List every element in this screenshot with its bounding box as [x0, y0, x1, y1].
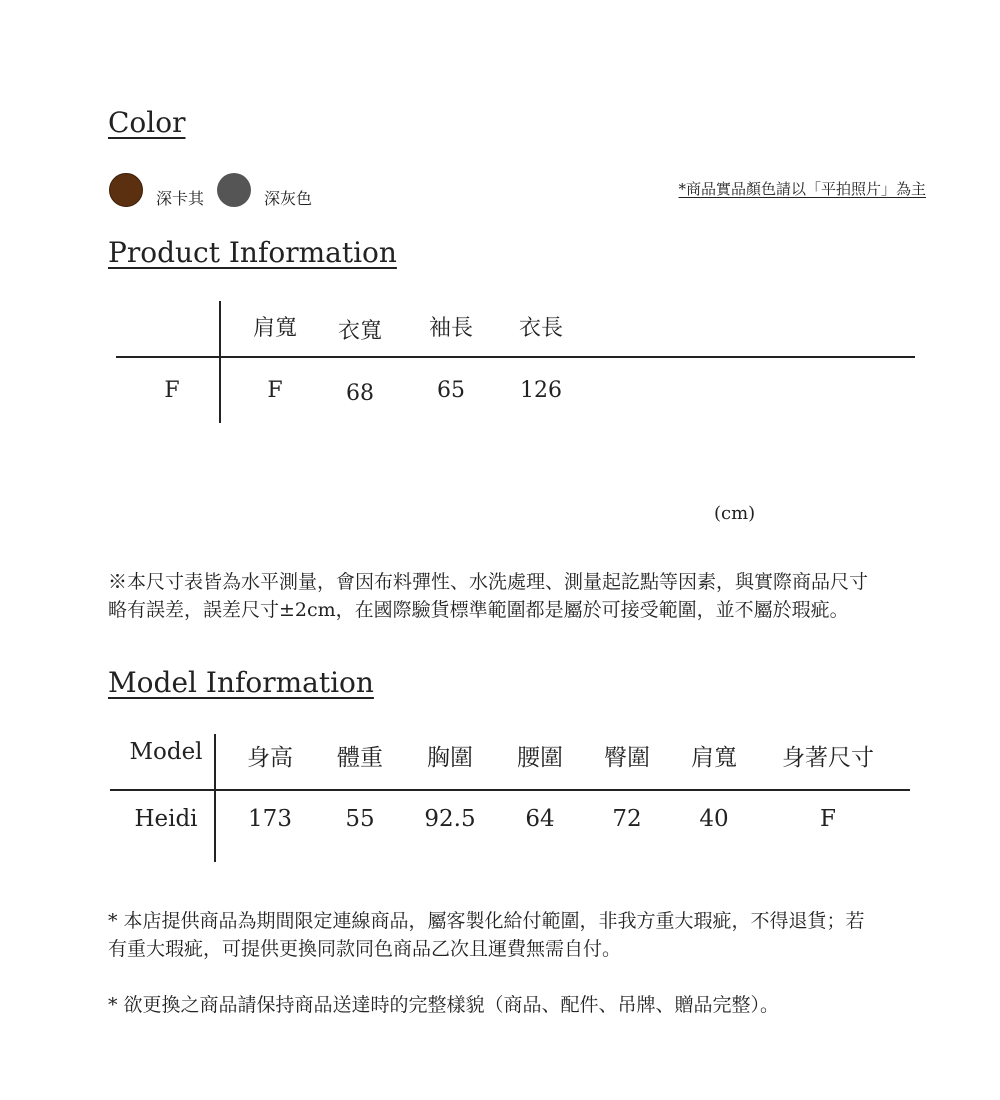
return-note-line-1: * 本店提供商品為期間限定連線商品，屬客製化給付範圍，非我方重大瑕疵，不得退貨；若: [108, 910, 865, 932]
model-header-hip: 臀圍: [604, 745, 650, 771]
model-value-height: 173: [248, 806, 292, 832]
product-header-chest: 衣寬: [337, 319, 382, 344]
product-value-shoulder: F: [267, 378, 283, 403]
product-table-divider-vertical: [219, 301, 221, 423]
product-value-length: 126: [520, 378, 562, 403]
product-row-label: F: [164, 378, 180, 403]
product-table-divider-horizontal: [116, 356, 915, 358]
swatch-label-dark-gray: 深灰色: [264, 189, 313, 208]
exchange-note: * 欲更換之商品請保持商品送達時的完整樣貌（商品、配件、吊牌、贈品完整）。: [108, 994, 780, 1016]
model-header-waist: 腰圍: [517, 745, 563, 771]
model-header-size-worn: 身著尺寸: [782, 745, 874, 771]
model-value-shoulder: 40: [699, 806, 729, 832]
model-value-waist: 64: [525, 806, 555, 832]
swatch-label-dark-khaki: 深卡其: [156, 189, 205, 208]
model-value-hip: 72: [612, 806, 642, 832]
product-info-title: Product Information: [108, 236, 397, 269]
product-header-shoulder: 肩寬: [252, 316, 297, 341]
color-note: *商品實品顏色請以「平拍照片」為主: [678, 180, 926, 198]
model-name: Heidi: [134, 806, 198, 832]
unit-label: (cm): [714, 503, 756, 524]
model-value-weight: 55: [345, 806, 375, 832]
product-header-sleeve: 袖長: [428, 316, 473, 341]
model-header-height: 身高: [247, 745, 293, 771]
model-value-size-worn: F: [820, 806, 836, 832]
swatch-dark-gray[interactable]: [217, 173, 251, 207]
model-header-weight: 體重: [337, 745, 383, 771]
model-table-divider-vertical: [214, 734, 216, 862]
size-note-line-1: ※本尺寸表皆為水平測量，會因布料彈性、水洗處理、測量起訖點等因素，與實際商品尺寸: [108, 571, 869, 593]
color-title: Color: [108, 106, 186, 139]
product-value-sleeve: 65: [437, 378, 465, 403]
product-value-chest: 68: [346, 381, 374, 406]
size-note-line-2: 略有誤差，誤差尺寸±2cm，在國際驗貨標準範圍都是屬於可接受範圍，並不屬於瑕疵。: [108, 599, 849, 621]
model-header-bust: 胸圍: [427, 745, 473, 771]
model-table-divider-horizontal: [110, 789, 910, 791]
model-info-title: Model Information: [108, 666, 374, 699]
return-note-line-2: 有重大瑕疵，可提供更換同款同色商品乙次且運費無需自付。: [108, 938, 622, 960]
product-header-length: 衣長: [518, 316, 563, 341]
model-header-shoulder: 肩寬: [691, 745, 737, 771]
swatch-dark-khaki[interactable]: [109, 173, 143, 207]
model-value-bust: 92.5: [424, 806, 476, 832]
model-header-corner: Model: [129, 739, 203, 765]
